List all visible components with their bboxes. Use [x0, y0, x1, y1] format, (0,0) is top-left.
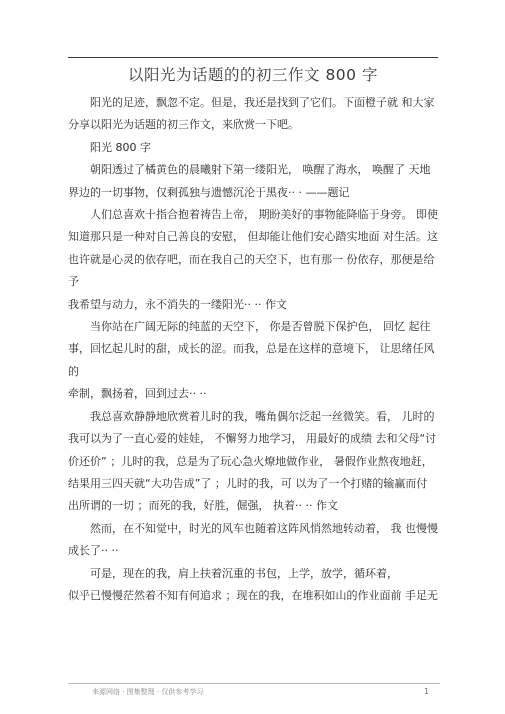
paragraph-line: 我总喜欢静静地欣赏着儿时的我，嘴角偶尔泛起一丝微笑。看， 儿时的 — [90, 409, 435, 423]
paragraph-line: 我可以为了一直心爱的娃娃， 不懈努力地学习， 用最好的成绩 去和父母“讨 — [68, 432, 437, 446]
paragraph-line: 当你站在广阔无际的纯蓝的天空下， 你是否曾脱下保护色， 回忆 起往 — [90, 320, 431, 334]
paragraph-line: 分享以阳光为话题的初三作文，来欣赏一下吧。 — [68, 118, 299, 132]
paragraph-line: 阳光的足迹，飘忽不定。但是，我还是找到了它们。下面橙子就 和大家 — [90, 96, 435, 109]
paragraph-line: 可是，现在的我，肩上扶着沉重的书包，上学，放学，循环着， — [90, 566, 398, 580]
document-body — [68, 92, 440, 607]
page-number: 1 — [424, 687, 429, 696]
paragraph-line: 朝阳透过了橘黄色的晨曦射下第一缕阳光， 唤醒了海水， 唤醒了 天地 — [90, 163, 431, 177]
paragraph-line: 知道那只是一种对自己善良的安慰， 但却能让他们安心踏实地面 对生活。这 — [68, 230, 438, 244]
paragraph-line: 成长了·· ·· — [68, 544, 119, 558]
footer-source-note: 来源网络 · 图集整理 · 仅供参考学习 — [92, 688, 204, 696]
document-title: 以阳光为话题的的初三作文 800 字 — [128, 66, 378, 84]
paragraph-line: 也许就是心灵的依存吧，而在我自己的天空下，也有那一 份依存，那便是给予 — [68, 252, 435, 289]
header-rule — [68, 57, 438, 58]
paragraph-line: 结果用三四天就“大功告成”了 ；儿时的我，可 以为了一个打赌的输赢而付 — [68, 476, 428, 490]
paragraph-line: 然而，在不知觉中，时光的风车也随着这阵风悄然地转动着， 我 也慢慢 — [90, 521, 438, 535]
paragraph-line: 价还价” ；儿时的我，总是为了玩心急火燎地做作业， 暑假作业熬夜地赶， — [68, 454, 433, 468]
paragraph-line: 出所谓的一切 ；而死的我，好胜，倔强， 执着·· ·· 作文 — [68, 499, 338, 513]
paragraph-line: 界边的一切事物，仅剩孤独与遗憾沉沦于黑夜·· · ——题记 — [68, 185, 350, 199]
paragraph-line: 牵制，飘扬着，回到过去·· ·· — [68, 387, 207, 401]
paragraph-line: 似乎已慢慢茫然着不知有何追求 ；现在的我，在堆积如山的作业面前 手足无 — [68, 588, 438, 602]
footer-rule — [68, 683, 440, 684]
paragraph-line: 阳光 800 字 — [90, 140, 151, 154]
paragraph-line: 事，回忆起儿时的甜，成长的涩。而我，总是在这样的意境下， 让思绪任风的 — [68, 342, 435, 378]
paragraph-line: 我希望与动力，永不消失的一缕阳光·· ·· 作文 — [68, 297, 287, 311]
paragraph-line: 人们总喜欢十指合抱着祷告上帝， 期盼美好的事物能降临于身旁。 即使 — [90, 208, 438, 222]
